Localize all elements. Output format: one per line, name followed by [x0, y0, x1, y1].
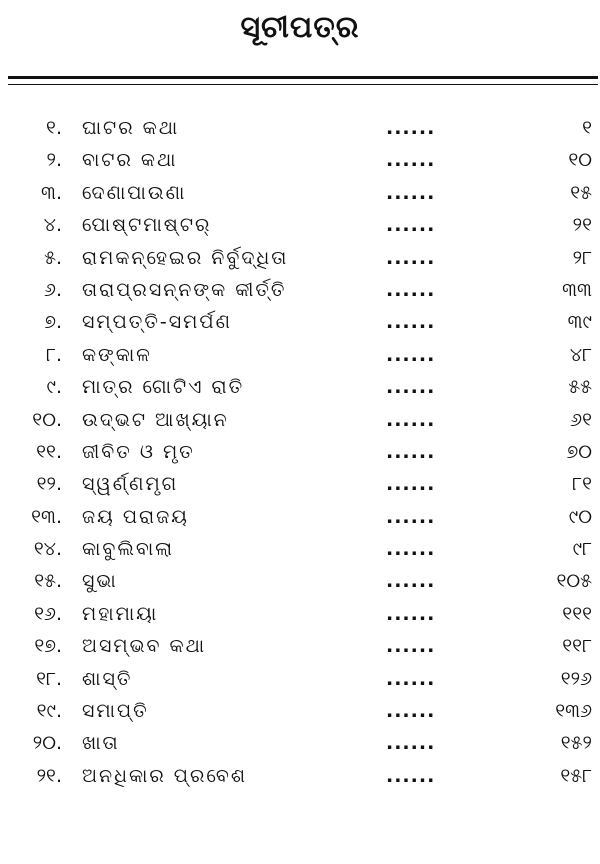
entry-page: ୩୩: [562, 278, 592, 301]
entry-leader: ......: [386, 732, 436, 755]
toc-entry: [0, 436, 600, 468]
entry-page: ୧୦: [568, 149, 592, 172]
entry-title: ଅନଧିକାର ପ୍ରବେଶ: [82, 764, 247, 787]
entry-page: ୯୦: [568, 505, 592, 528]
toc-entry: [0, 177, 600, 209]
entry-page: ୨୧: [572, 214, 592, 237]
page-title: ସୂଚୀପତ୍ର: [240, 10, 360, 45]
entry-number: ୧୮.: [36, 667, 62, 690]
entry-leader: ......: [386, 505, 436, 528]
entry-page: ୧୫: [570, 181, 592, 204]
entry-page: ୪୮: [569, 343, 592, 366]
entry-title: ଅସମ୍ଭବ କଥା: [82, 635, 207, 658]
entry-title: କାବୁଲିବାଲା: [82, 538, 175, 561]
entry-title: ସ୍ୱର୍ଣ୍ଣମୃଗ: [82, 473, 179, 496]
entry-leader: ......: [386, 246, 436, 269]
entry-title: ଜୟ ପରାଜୟ: [82, 505, 189, 528]
entry-number: ୨୦.: [32, 732, 62, 755]
entry-number: ୧୭.: [34, 635, 62, 658]
entry-leader: ......: [386, 149, 436, 172]
entry-title: ଉଦ୍‌ଭଟ ଆଖ୍ୟାନ: [82, 408, 229, 431]
entry-title: ସୁଭା: [82, 570, 118, 593]
entry-page: ୧୧୮: [562, 635, 592, 658]
entry-leader: ......: [386, 635, 436, 658]
entry-leader: ......: [386, 214, 436, 237]
entry-leader: ......: [386, 278, 436, 301]
entry-number: ୧୩.: [31, 505, 62, 528]
toc-entry: [0, 630, 600, 662]
entry-page: ୧୨୬: [560, 667, 592, 690]
entry-number: ୧୫.: [34, 570, 62, 593]
entry-number: ୧.: [46, 117, 62, 139]
entry-title: ଦେଣାପାଉଣା: [82, 181, 187, 204]
entry-number: ୫.: [44, 246, 62, 269]
entry-leader: ......: [386, 343, 436, 366]
entry-number: ୩.: [41, 181, 62, 204]
entry-leader: ......: [386, 764, 436, 787]
entry-page: ୯୮: [572, 538, 592, 561]
entry-page: ୧୦୫: [556, 570, 592, 593]
entry-number: ୧୦.: [32, 408, 62, 431]
entry-page: ୭୦: [566, 440, 592, 463]
entry-leader: ......: [386, 440, 436, 463]
entry-title: ମହାମାୟା: [82, 602, 159, 625]
entry-leader: ......: [386, 181, 436, 204]
entry-number: ୧୨.: [36, 473, 62, 496]
entry-number: ୯.: [46, 376, 62, 399]
toc-entry: [0, 404, 600, 436]
toc-entry: [0, 663, 600, 695]
entry-page: ୨୮: [572, 246, 592, 269]
toc-entry: [0, 274, 600, 306]
entry-number: ୧୯.: [36, 700, 62, 723]
entry-page: ୬୧: [570, 408, 592, 431]
header-rule-thin: [8, 84, 598, 85]
entry-leader: ......: [386, 700, 436, 723]
entry-page: ୧୩୬: [555, 700, 592, 723]
entry-title: ଶାସ୍ତି: [82, 667, 133, 690]
entry-page: ୧୧୧: [562, 602, 592, 625]
entry-title: ଘାଟର କଥା: [82, 117, 180, 139]
toc-entry: [0, 533, 600, 565]
entry-leader: ......: [386, 538, 436, 561]
table-of-contents: [0, 112, 600, 792]
header-rule-thick: [8, 76, 598, 79]
entry-title: ସମାପ୍ତି: [82, 700, 149, 723]
entry-number: ୪.: [43, 214, 62, 237]
entry-leader: ......: [386, 376, 436, 399]
entry-number: ୭.: [44, 311, 62, 334]
entry-leader: ......: [386, 117, 436, 139]
entry-leader: ......: [386, 473, 436, 496]
entry-title: ବାଟର କଥା: [82, 149, 178, 172]
entry-page: ୮୧: [572, 473, 592, 496]
entry-leader: ......: [386, 667, 436, 690]
entry-number: ୧୧.: [36, 440, 62, 463]
entry-title: ସମ୍ପତ୍ତି-ସମର୍ପଣ: [82, 311, 232, 334]
entry-number: ୬.: [44, 278, 62, 301]
entry-leader: ......: [386, 311, 436, 334]
toc-entry: [0, 468, 600, 500]
entry-page: ୧: [582, 117, 592, 139]
entry-page: ୫୫: [568, 376, 592, 399]
toc-entry: [0, 339, 600, 371]
toc-entry: [0, 371, 600, 403]
toc-entry: [0, 501, 600, 533]
entry-leader: ......: [386, 408, 436, 431]
toc-entry: [0, 242, 600, 274]
entry-leader: ......: [386, 570, 436, 593]
toc-entry: [0, 306, 600, 338]
entry-title: କଙ୍କାଳ: [82, 343, 152, 366]
toc-entry: [0, 565, 600, 597]
entry-page: ୧୫୮: [560, 764, 592, 787]
entry-number: ୧୬.: [34, 602, 62, 625]
entry-title: ପୋଷ୍ଟମାଷ୍ଟର୍: [82, 214, 212, 237]
entry-page: ୩୯: [567, 311, 592, 334]
entry-title: ଜୀବିତ ଓ ମୃତ: [82, 440, 195, 463]
entry-page: ୧୫୨: [560, 732, 592, 755]
toc-entry: [0, 760, 600, 792]
entry-title: ରାମକନ୍ହେଇର ନିର୍ବୁଦ୍ଧିତା: [82, 246, 289, 269]
toc-entry: [0, 695, 600, 727]
toc-entry: [0, 144, 600, 176]
entry-leader: ......: [386, 602, 436, 625]
entry-title: ଖାତା: [82, 732, 120, 755]
entry-number: ୨.: [46, 149, 62, 172]
entry-title: ମାତ୍ର ଗୋଟିଏ ରାତି: [82, 376, 245, 399]
toc-entry: [0, 112, 600, 144]
entry-number: ୧୪.: [33, 538, 62, 561]
toc-entry: [0, 727, 600, 759]
entry-title: ତାରାପ୍ରସନ୍ନଙ୍କ କୀର୍ତ୍ତି: [82, 278, 287, 301]
entry-number: ୨୧.: [36, 764, 62, 787]
entry-number: ୮.: [46, 343, 62, 366]
toc-entry: [0, 598, 600, 630]
toc-entry: [0, 209, 600, 241]
